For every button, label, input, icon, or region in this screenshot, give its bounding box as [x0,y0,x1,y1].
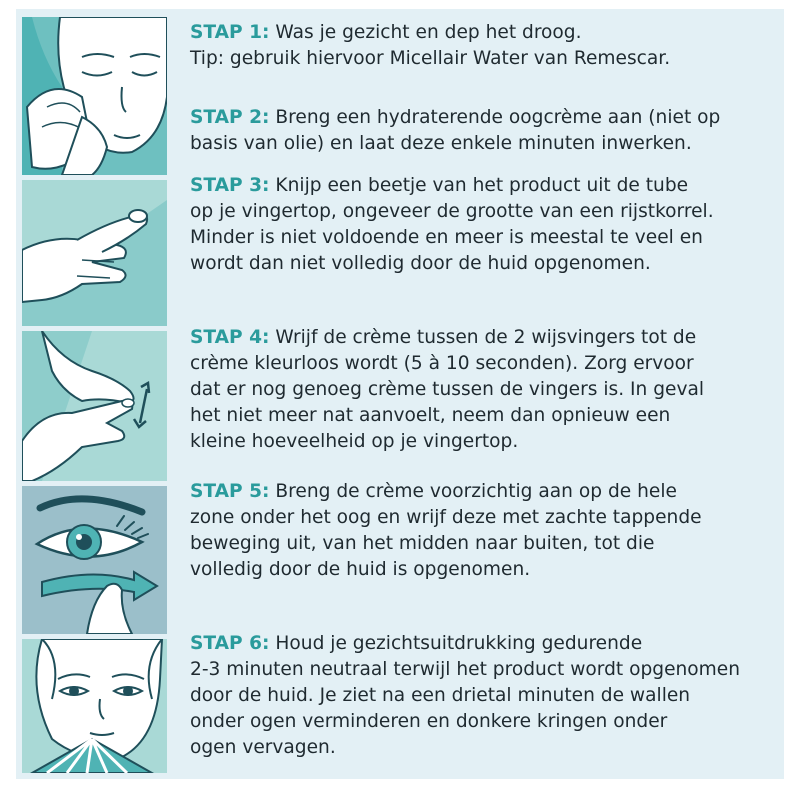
step-3-line-2: op je vingertop, ongeveer de grootte van een rijstkorrel. [190,201,714,222]
rubbing-fingers-icon [22,331,167,481]
step-1-label: STAP 1: [190,22,270,43]
step-4-line-1: Wrijf de crème tussen de 2 wijsvingers tot de [275,327,697,348]
step-3-line-4: wordt dan niet volledig door de huid opgenomen. [190,253,651,274]
step-2-line-1: Breng een hydraterende oogcrème aan (niet op [275,107,721,128]
step-5 [190,479,780,583]
step-5-line-4: volledig door de huid is opgenomen. [190,559,531,580]
step-2 [190,105,780,157]
cream-on-fingertip-icon [22,180,167,326]
step-3-line-1: Knijp een beetje van het product uit de tube [275,175,689,196]
step-6-line-2: 2-3 minuten neutraal terwijl het product wordt opgenomen [190,659,741,680]
step-3 [190,173,780,277]
step-3-line-3: Minder is niet voldoende en meer is meestal te veel en [190,227,703,248]
step-4-label: STAP 4: [190,327,270,348]
step-5-label: STAP 5: [190,481,270,502]
eye-application-icon [22,486,167,634]
step-1-line-2: Tip: gebruik hiervoor Micellair Water van Remescar. [190,48,671,69]
step-4 [190,325,780,455]
step-4-line-3: dat er nog genoeg crème tussen de vingers is. In geval [190,379,705,400]
step-4-line-5: kleine hoeveelheid op je vingertop. [190,431,519,452]
step-2-line-2: basis van olie) en laat deze enkele minuten inwerken. [190,133,692,154]
step-3-label: STAP 3: [190,175,270,196]
step-6 [190,631,780,761]
instruction-sheet [16,9,784,779]
step-2-label: STAP 2: [190,107,270,128]
face-drying-icon [22,17,167,175]
step-5-line-2: zone onder het oog en wrijf deze met zachte tappende [190,507,702,528]
step-5-line-3: beweging uit, van het midden naar buiten, tot die [190,533,655,554]
step-6-line-5: ogen vervagen. [190,737,336,758]
step-6-label: STAP 6: [190,633,270,654]
face-with-fan-icon [22,639,167,773]
step-1 [190,20,780,72]
step-5-line-1: Breng de crème voorzichtig aan op de hele [275,481,677,502]
step-6-line-3: door de huid. Je ziet na een drietal minuten de wallen [190,685,691,706]
step-4-line-2: crème kleurloos wordt (5 à 10 seconden). Zorg ervoor [190,353,694,374]
step-4-line-4: het niet meer nat aanvoelt, neem dan opnieuw een [190,405,671,426]
step-1-line-1: Was je gezicht en dep het droog. [275,22,582,43]
step-6-line-1: Houd je gezichtsuitdrukking gedurende [275,633,643,654]
step-6-line-4: onder ogen verminderen en donkere kringen onder [190,711,668,732]
